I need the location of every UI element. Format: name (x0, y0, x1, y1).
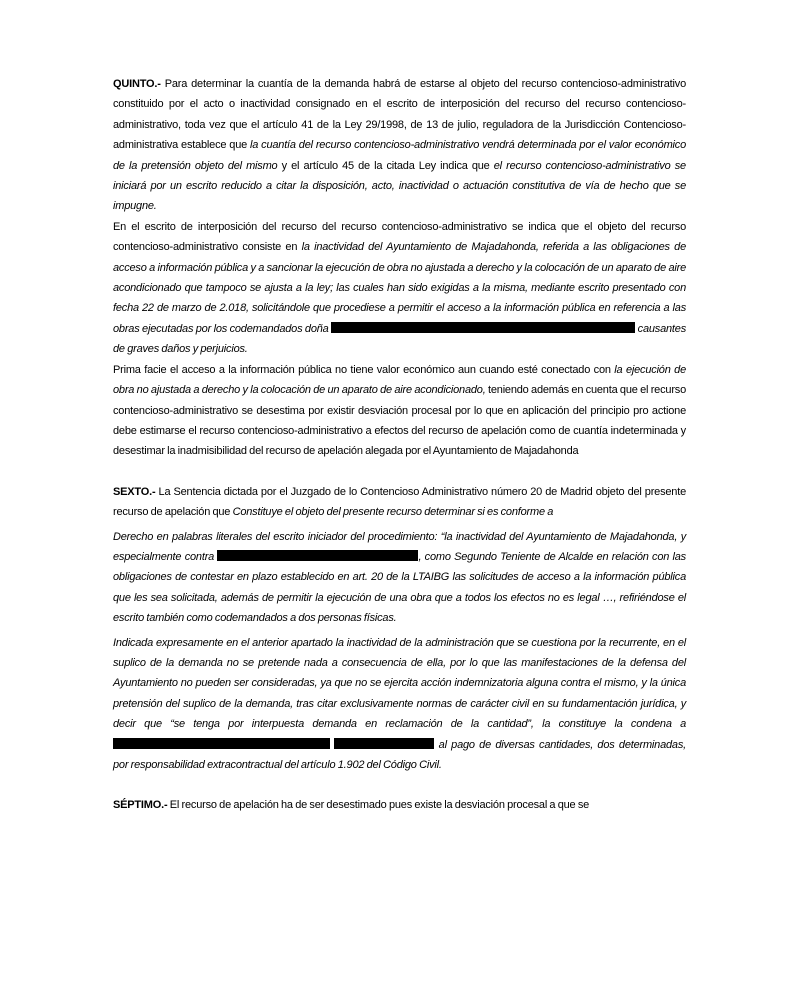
paragraph-quinto-2 (113, 217, 686, 360)
quinto-3-text-a: Prima facie el acceso a la información pública no tiene valor económico aun cuando esté conectado con (113, 363, 615, 376)
paragraph-quinto-1 (113, 74, 686, 217)
quinto-1-quote-b: el recurso contencioso-administrativo se iniciará por un escrito reducido a citar la disposición, acto, inactividad o actuación constitutiva de vía de hecho que se impugne. (113, 159, 686, 213)
document-page (113, 74, 686, 816)
sexto-1-quote-a: Constituye el objeto del presente recurso determinar si es conforme a (232, 506, 554, 519)
redaction-block (331, 322, 635, 333)
sexto-1-text-a: La Sentencia dictada por el Juzgado de lo Contencioso Administrativo número 20 de Madrid objeto del presente recurso de apelación que (113, 485, 686, 519)
paragraph-quinto-3 (113, 360, 686, 462)
septimo-1-text: El recurso de apelación ha de ser desestimado pues existe la desviación procesal a que se (167, 799, 590, 812)
sexto-3-quote-a: Indicada expresamente en el anterior apartado la inactividad de la administración que se cuestiona por la recurrente, en el suplico de la demanda no se pretende nada a consecuencia de ella, por lo que las manifestaciones de la defensa del Ayuntamiento no pueden ser consideradas, ya que no se ejercita acción indemnizatoria alguna contra el mismo, y la única pretensión del suplico de la demanda, tras citar exclusivamente normas de carácter civil en su fundamentación jurídica, y decir que “se tenga por interpuesta demanda en reclamación de la cantidad”, la constituye la condena a (113, 636, 686, 731)
paragraph-sexto-1 (113, 482, 686, 523)
heading-quinto: QUINTO.- (113, 78, 161, 90)
quinto-3-quote-a: la ejecución de obra no ajustada a derecho y la colocación de un aparato de aire acondicionado, (113, 363, 686, 397)
quinto-2-text-a: En el escrito de interposición del recurso del recurso contencioso-administrativo se indica que el objeto del recurso contencioso-administrativo consiste en (113, 220, 686, 254)
paragraph-septimo-1 (113, 795, 686, 815)
heading-sexto: SEXTO.- (113, 485, 156, 498)
sexto-2-quote-b: , como Segundo Teniente de Alcalde en relación con las obligaciones de contestar en plazo establecido en art. 20 de la LTAIBG las solicitudes de acceso a la información pública que les sea solicitada, además de permitir la ejecución de una obra que a todos los efectos no es legal …, refiriéndose el escrito también como codemandados a dos personas físicas. (113, 550, 686, 625)
spacer (113, 462, 686, 482)
quinto-1-quote-a: la cuantía del recurso contencioso-administrativo vendrá determinada por el valor económico de la pretensión objeto del mismo (113, 139, 687, 172)
quinto-2-quote-b: causantes de graves daños y perjuicios. (113, 322, 686, 356)
sexto-3-quote-b: al pago de diversas cantidades, dos determinadas, por responsabilidad extracontractual del artículo 1.902 del Código Civil. (113, 738, 687, 771)
paragraph-sexto-3 (113, 633, 686, 776)
quinto-3-text-b: teniendo además en cuenta que el recurso contencioso-administrativo se desestima por existir desviación procesal por lo que en aplicación del principio pro actione debe estimarse el recurso contencioso-administrativo a efectos del recurso de apelación como de cuantía indeterminada y desestimar la inadmisibilidad del recurso de apelación alegada por el Ayuntamiento de Majadahonda (113, 384, 686, 458)
quinto-1-text-b: y el artículo 45 de la citada Ley indica que (277, 159, 494, 172)
redaction-block (334, 738, 434, 749)
heading-septimo: SÉPTIMO.- (113, 799, 168, 812)
sexto-2-quote-a: Derecho en palabras literales del escrito iniciador del procedimiento: “la inactividad del Ayuntamiento de Majadahonda, y especialmente contra (113, 530, 686, 563)
quinto-2-quote-a: la inactividad del Ayuntamiento de Majadahonda, referida a las obligaciones de acceso a información pública y a sancionar la ejecución de obra no ajustada a derecho y la colocación de un aparato de aire acondicionado que tampoco se ajusta a la ley; las cuales han sido exigidas a la misma, mediante escrito presentado con fecha 22 de marzo de 2.018, solicitándole que procediese a permitir el acceso a la información pública en referencia a las obras ejecutadas por los codemandados doña (113, 241, 687, 335)
redaction-block (217, 550, 418, 561)
redaction-block (113, 738, 330, 749)
paragraph-sexto-2 (113, 527, 686, 629)
spacer (113, 775, 686, 795)
quinto-1-text-a: Para determinar la cuantía de la demanda habrá de estarse al objeto del recurso contencioso-administrativo constituido por el acto o inactividad consignado en el escrito de interposición del recurso del recurso contencioso-administrativo, toda vez que el artículo 41 de la Ley 29/1998, de 13 de julio, reguladora de la Jurisdicción Contencioso- administrativa establece que (113, 78, 686, 152)
